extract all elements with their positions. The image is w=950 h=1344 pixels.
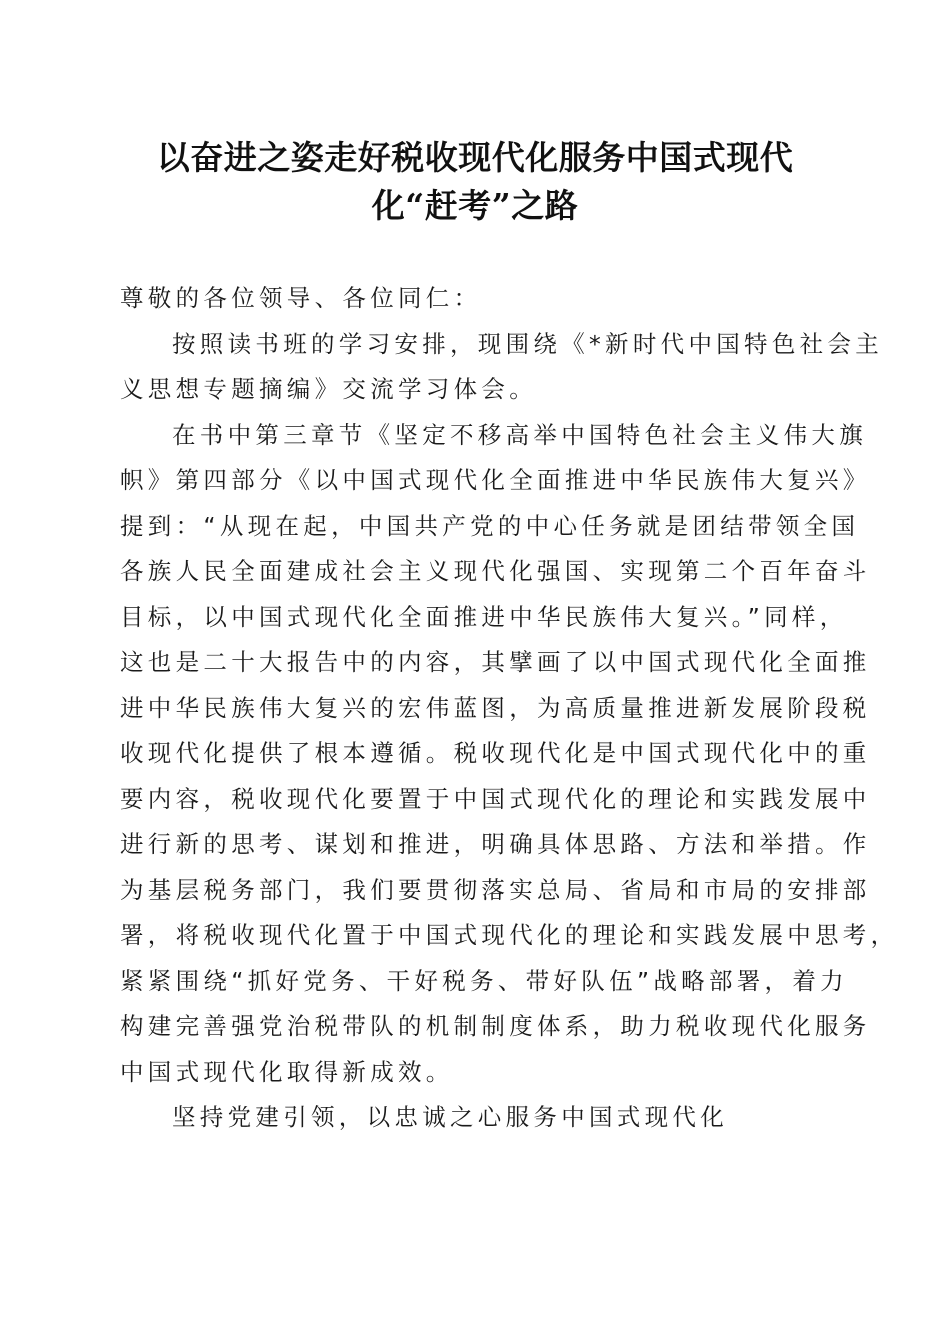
paragraph-2-line-6: 这也是二十大报告中的内容，其擘画了以中国式现代化全面推 (120, 648, 871, 676)
paragraph-2-line-3: 提到：“从现在起，中国共产党的中心任务就是团结带领全国 (120, 511, 860, 540)
salutation: 尊敬的各位领导、各位同仁： (120, 284, 482, 312)
document-title (120, 134, 830, 230)
paragraph-2-line-9: 要内容，税收现代化要置于中国式现代化的理论和实践发展中 (120, 784, 871, 813)
paragraph-2-line-5: 目标，以中国式现代化全面推进中华民族伟大复兴。”同样， (120, 602, 848, 631)
document-body (120, 276, 899, 1141)
paragraph-2-line-8: 收现代化提供了根本遵循。税收现代化是中国式现代化中的重 (120, 739, 871, 767)
paragraph-2-line-1: 在书中第三章节《坚定不移高举中国特色社会主义伟大旗 (172, 420, 867, 449)
paragraph-2-line-4: 各族人民全面建成社会主义现代化强国、实现第二个百年奋斗 (120, 557, 871, 585)
title-line-2: 化“赶考”之路 (371, 186, 579, 225)
paragraph-2-line-7: 进中华民族伟大复兴的宏伟蓝图，为高质量推进新发展阶段税 (120, 693, 871, 722)
paragraph-2-line-15: 中国式现代化取得新成效。 (120, 1057, 454, 1086)
paragraph-1-line-2: 义思想专题摘编》交流学习体会。 (120, 375, 537, 403)
paragraph-2-line-13: 紧紧围绕“抓好党务、干好税务、带好队伍”战略部署，着力 (120, 966, 848, 995)
title-line-1: 以奋进之姿走好税收现代化服务中国式现代 (156, 138, 794, 177)
paragraph-2-line-12: 署，将税收现代化置于中国式现代化的理论和实践发展中思考， (120, 921, 899, 949)
paragraph-2-line-14: 构建完善强党治税带队的机制制度体系，助力税收现代化服务 (120, 1012, 871, 1040)
paragraph-2-line-10: 进行新的思考、谋划和推进，明确具体思路、方法和举措。作 (120, 830, 871, 858)
paragraph-2-line-2: 帜》第四部分《以中国式现代化全面推进中华民族伟大复兴》 (120, 466, 871, 494)
paragraph-1-line-1: 按照读书班的学习安排，现围绕《*新时代中国特色社会主 (172, 329, 884, 358)
paragraph-2-line-11: 为基层税务部门，我们要贯彻落实总局、省局和市局的安排部 (120, 875, 871, 904)
paragraph-3-heading: 坚持党建引领，以忠诚之心服务中国式现代化 (172, 1103, 728, 1131)
